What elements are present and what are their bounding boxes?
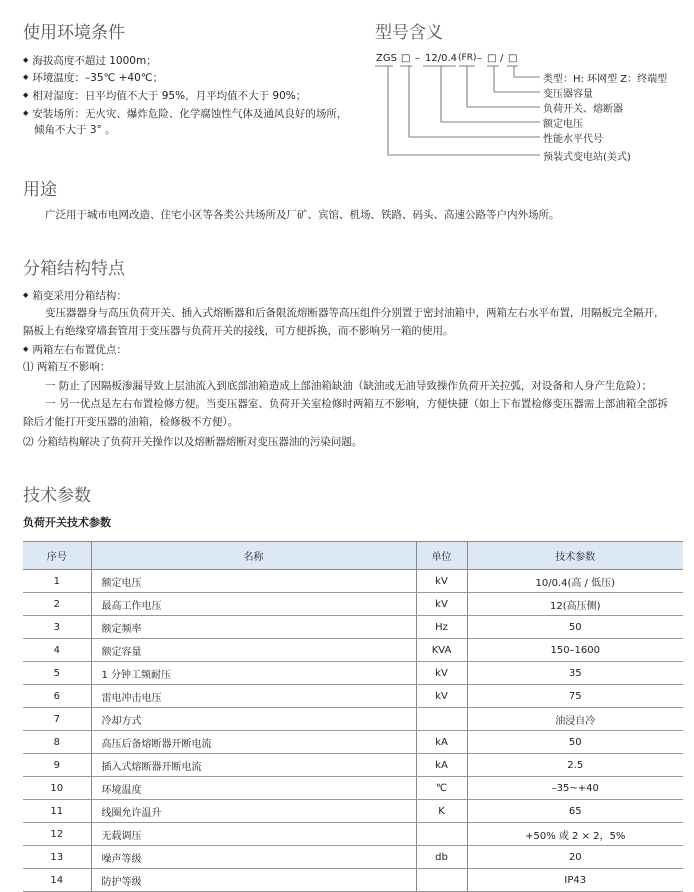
cell-seq: 13 [23,846,91,869]
code-slash: / [500,53,504,64]
table-row [23,570,683,593]
table-row [23,616,683,639]
cell-name: 无载调压 [91,823,416,846]
structure-line: ⑴ 两箱互不影响： [23,361,111,373]
cell-seq: 9 [23,754,91,777]
cell-param: 50 [467,616,683,639]
cell-name: 额定容量 [91,639,416,662]
cell-unit [416,708,467,731]
cell-name: 噪声等级 [91,846,416,869]
cell-unit: K [416,800,467,823]
usage-text: 广泛用于城市电网改造、住宅小区等各类公共场所及厂矿、宾馆、机场、铁路、码头、高速公路等户内外场所。 [45,209,560,221]
cell-unit: kV [416,685,467,708]
cell-param: +50% 或 2 × 2，5% [467,823,683,846]
cell-unit [416,823,467,846]
cell-param: 10/0.4(高 / 低压) [467,570,683,593]
env-item: 倾角不大于 3° 。 [34,124,116,136]
cell-name: 插入式熔断器开断电流 [91,754,416,777]
cell-param: –35~+40 [467,777,683,800]
label-level: 性能水平代号 [543,134,603,145]
code-voltage: 12/0.4 [425,53,457,64]
table-row [23,754,683,777]
env-item: ◆ 相对湿度：日平均值不大于 95%，月平均值不大于 90%； [23,86,306,105]
cell-name: 额定频率 [91,616,416,639]
cell-name: 雷电冲击电压 [91,685,416,708]
table-row [23,639,683,662]
cell-param: 12(高压侧) [467,593,683,616]
table-row [23,708,683,731]
code-zgs: ZGS [376,53,397,64]
model-heading: 型号含义 [375,23,443,43]
env-heading: 使用环境条件 [23,23,125,43]
structure-line: ◆ 两箱左右布置优点： [23,340,127,359]
cell-seq: 1 [23,570,91,593]
table-row [23,869,683,892]
structure-line: 除后才能打开变压器的油箱，检修极不方便）。 [23,416,239,428]
tech-table [23,541,683,892]
label-capacity: 变压器容量 [543,89,593,100]
cell-seq: 4 [23,639,91,662]
col-header-unit: 单位 [416,542,467,570]
cell-seq: 12 [23,823,91,846]
cell-seq: 3 [23,616,91,639]
table-row [23,800,683,823]
structure-line: 一 另一优点是左右布置检修方便。当变压器室、负荷开关室检修时两箱互不影响，方便快捷（如上下布置检修变压器需上部油箱全部拆 [45,398,668,410]
cell-name: 冷却方式 [91,708,416,731]
cell-unit: kA [416,754,467,777]
code-box: □ [487,53,497,64]
code-box: □ [508,53,518,64]
env-item: ◆ 环境温度：–35℃ +40℃； [23,68,163,87]
code-dash: – [477,53,482,64]
table-row [23,846,683,869]
col-header-param: 技术参数 [467,542,683,570]
cell-param: IP43 [467,869,683,892]
structure-line: ⑵ 分箱结构解决了负荷开关操作以及熔断器熔断对变压器油的污染问题。 [23,436,363,448]
structure-line: 变压器器身与高压负荷开关、插入式熔断器和后备限流熔断器等高压组件分别置于密封油箱中，两箱左右水平布置，用隔板完全隔开， [45,307,665,319]
cell-name: 防护等级 [91,869,416,892]
cell-name: 1 分钟工频耐压 [91,662,416,685]
label-station: 预装式变电站(美式) [543,152,631,163]
cell-seq: 5 [23,662,91,685]
cell-unit: kV [416,570,467,593]
table-row [23,593,683,616]
cell-unit: db [416,846,467,869]
cell-name: 最高工作电压 [91,593,416,616]
col-header-seq: 序号 [23,542,91,570]
cell-unit: kA [416,731,467,754]
cell-unit: kV [416,593,467,616]
table-row [23,777,683,800]
env-item: ◆ 海拔高度不超过 1000m； [23,51,157,70]
cell-param: 65 [467,800,683,823]
cell-param: 75 [467,685,683,708]
label-voltage: 额定电压 [543,119,583,130]
cell-param: 150–1600 [467,639,683,662]
cell-seq: 6 [23,685,91,708]
label-switch: 负荷开关、熔断器 [543,104,623,115]
cell-unit: KVA [416,639,467,662]
cell-name: 环境温度 [91,777,416,800]
cell-name: 额定电压 [91,570,416,593]
structure-line: ◆ 箱变采用分箱结构： [23,286,127,305]
label-type: 类型：H: 环网型 Z：终端型 [543,74,668,85]
cell-param: 油浸自冷 [467,708,683,731]
structure-line: 一 防止了因隔板渗漏导致上层油流入到底部油箱造成上部油箱缺油（缺油或无油导致操作负荷开关拉弧，对设备和人身产生危险）； [45,380,653,392]
cell-seq: 8 [23,731,91,754]
cell-unit: kV [416,662,467,685]
cell-name: 高压后备熔断器开断电流 [91,731,416,754]
tech-subtitle: 负荷开关技术参数 [23,516,111,529]
cell-unit: ℃ [416,777,467,800]
table-row [23,662,683,685]
cell-seq: 7 [23,708,91,731]
cell-seq: 2 [23,593,91,616]
cell-param: 20 [467,846,683,869]
cell-param: 50 [467,731,683,754]
cell-seq: 14 [23,869,91,892]
table-row [23,685,683,708]
tech-heading: 技术参数 [23,486,91,506]
cell-param: 2.5 [467,754,683,777]
structure-heading: 分箱结构特点 [23,259,125,279]
cell-name: 线圈允许温升 [91,800,416,823]
cell-unit: Hz [416,616,467,639]
col-header-name: 名称 [91,542,416,570]
cell-unit [416,869,467,892]
env-item: ◆ 安装场所：无火灾、爆炸危险、化学腐蚀性气体及通风良好的场所， [23,104,347,123]
cell-seq: 11 [23,800,91,823]
table-row [23,823,683,846]
usage-heading: 用途 [23,180,57,200]
diagram-lines [360,45,694,175]
structure-line: 隔板上有绝缘穿墙套管用于变压器与负荷开关的接线，可方便拆换，而不影响另一箱的使用。 [23,325,454,337]
code-fr: (FR) [458,53,477,63]
cell-seq: 10 [23,777,91,800]
code-dash: – [415,53,420,64]
code-box: □ [401,53,411,64]
cell-param: 35 [467,662,683,685]
table-row [23,731,683,754]
